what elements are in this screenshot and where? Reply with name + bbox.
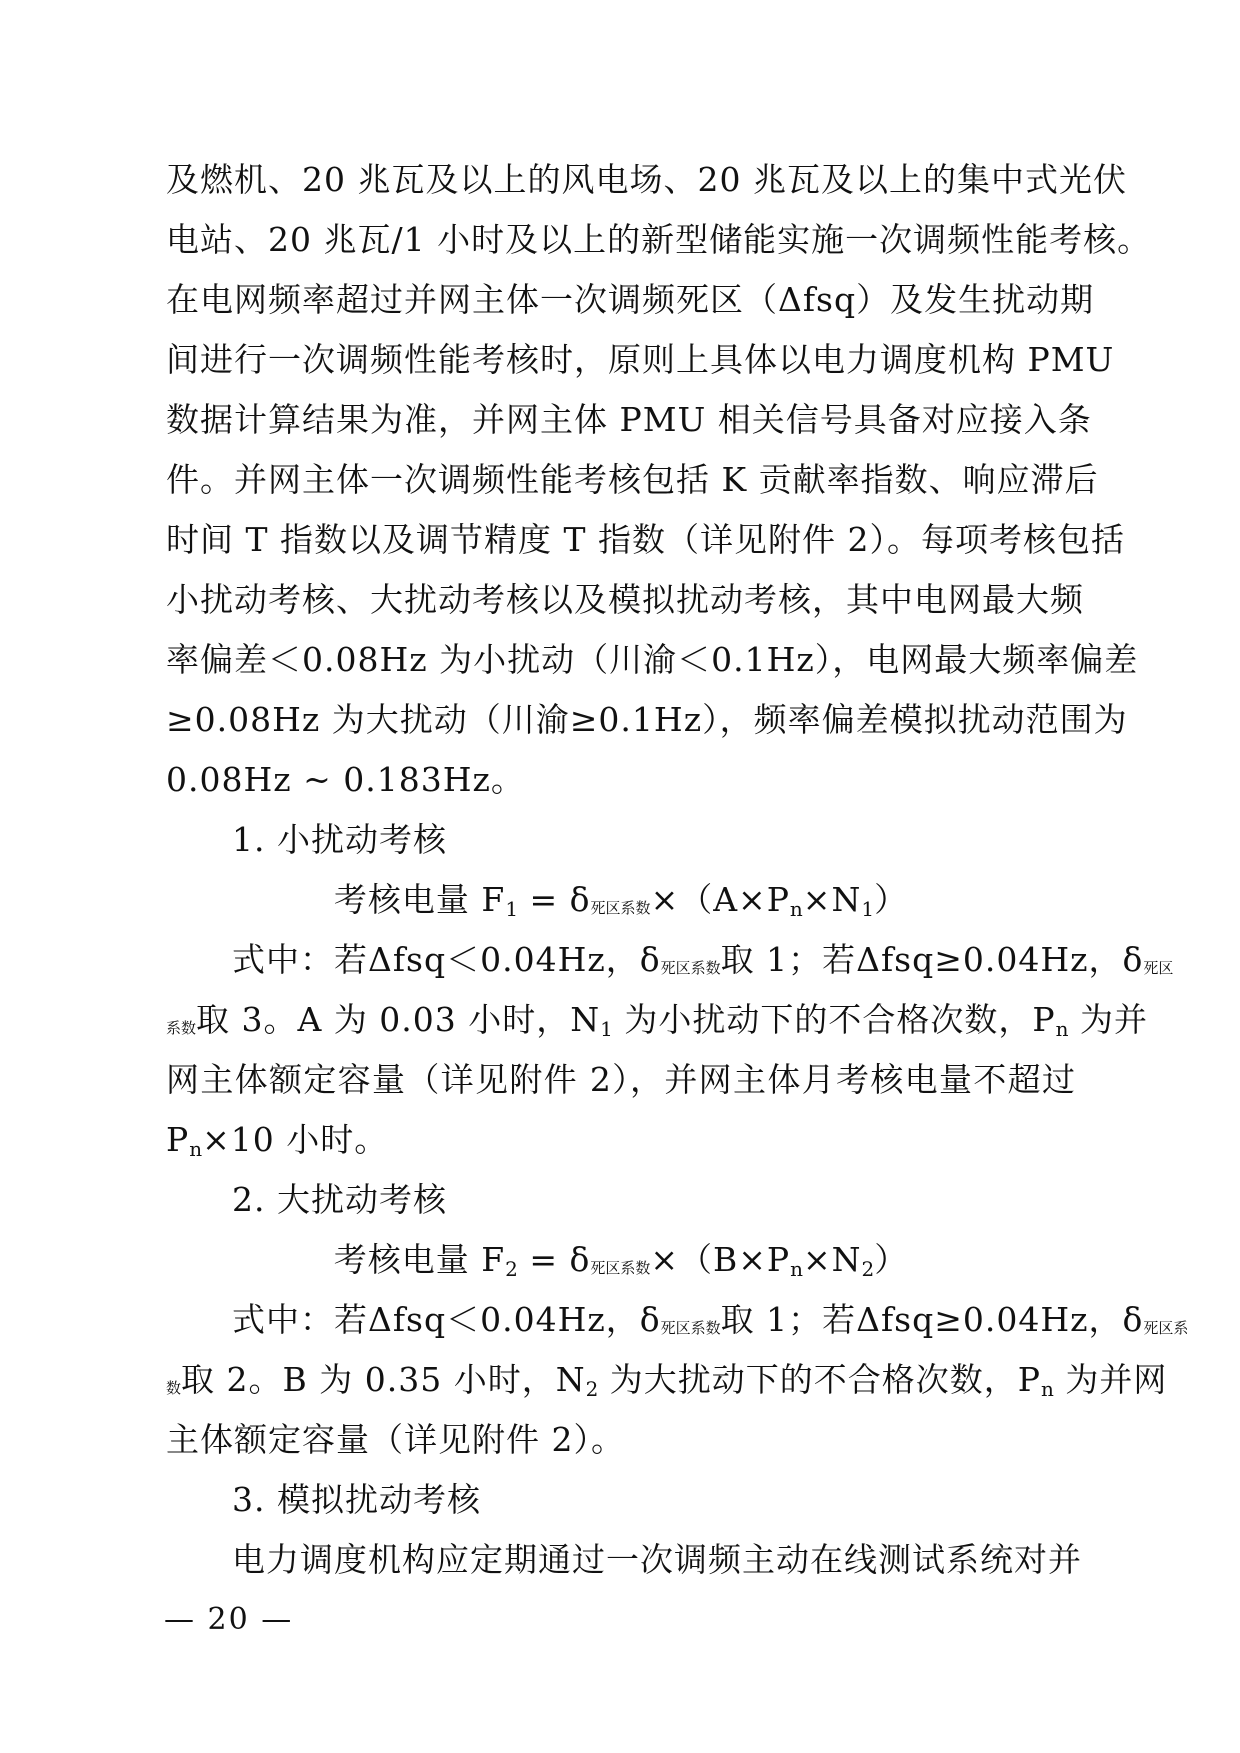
formula-text: 考核电量 F <box>333 1240 506 1279</box>
explanation-subscript: 死区系数 <box>660 959 721 977</box>
formula-text: 考核电量 F <box>333 880 506 919</box>
body-text-line: 电站、20 兆瓦/1 小时及以上的新型储能实施一次调频性能考核。 <box>166 220 1152 259</box>
formula-text: ×（B×P <box>650 1240 791 1279</box>
formula-text: ×（A×P <box>650 880 790 919</box>
explanation-text: 为并 <box>1068 1000 1148 1039</box>
formula-explanation-line <box>166 1110 1076 1170</box>
formula-text: ） <box>874 880 909 919</box>
formula-text: = δ <box>518 880 591 919</box>
explanation-subscript: 死区 <box>1143 959 1174 977</box>
explanation-subscript: n <box>1041 1377 1054 1401</box>
formula-explanation-line: 主体额定容量（详见附件 2）。 <box>166 1420 625 1459</box>
explanation-text: 式中：若Δfsq＜0.04Hz，δ <box>232 1300 661 1339</box>
explanation-text: 取 1；若Δfsq≥0.04Hz，δ <box>720 940 1144 979</box>
body-text-line: 时间 T 指数以及调节精度 T 指数（详见附件 2）。每项考核包括 <box>166 520 1125 559</box>
formula-f1 <box>166 870 1076 930</box>
formula-subscript: 死区系数 <box>590 1259 651 1277</box>
formula-text: ×N <box>803 1240 862 1279</box>
formula-explanation-line: 网主体额定容量（详见附件 2），并网主体月考核电量不超过 <box>166 1060 1076 1099</box>
formula-subscript: 1 <box>505 897 519 921</box>
explanation-text: 为并网 <box>1053 1360 1168 1399</box>
explanation-text: 取 1；若Δfsq≥0.04Hz，δ <box>720 1300 1144 1339</box>
formula-explanation-line <box>232 930 1174 990</box>
body-text-line: 间进行一次调频性能考核时，原则上具体以电力调度机构 PMU <box>166 340 1115 379</box>
body-text-line: 及燃机、20 兆瓦及以上的风电场、20 兆瓦及以上的集中式光伏 <box>166 160 1127 199</box>
section-heading-large-disturbance: 2. 大扰动考核 <box>232 1180 447 1219</box>
explanation-subscript: 1 <box>600 1017 613 1041</box>
formula-explanation-line <box>166 1350 1168 1410</box>
explanation-subscript: 系数 <box>166 1019 197 1037</box>
formula-subscript: 2 <box>505 1257 518 1281</box>
explanation-subscript: 2 <box>585 1377 599 1401</box>
formula-explanation-line <box>166 990 1148 1050</box>
explanation-subscript: n <box>1055 1017 1069 1041</box>
body-text-line: ≥0.08Hz 为大扰动（川渝≥0.1Hz），频率偏差模拟扰动范围为 <box>166 700 1128 739</box>
body-text-line: 0.08Hz ~ 0.183Hz。 <box>166 760 525 799</box>
explanation-text: 取 3。A 为 0.03 小时，N <box>196 1000 601 1039</box>
page-number: — 20 — <box>164 1602 294 1637</box>
explanation-text: P <box>166 1120 190 1159</box>
body-text-line: 数据计算结果为准，并网主体 PMU 相关信号具备对应接入条 <box>166 400 1092 439</box>
body-text-line: 率偏差＜0.08Hz 为小扰动（川渝＜0.1Hz），电网最大频率偏差 <box>166 640 1139 679</box>
formula-subscript: n <box>789 897 803 921</box>
explanation-text: 为大扰动下的不合格次数，P <box>598 1360 1042 1399</box>
formula-subscript: 死区系数 <box>590 899 651 917</box>
explanation-text: ×10 小时。 <box>202 1120 389 1159</box>
formula-subscript: 2 <box>861 1257 875 1281</box>
body-text-line: 件。并网主体一次调频性能考核包括 K 贡献率指数、响应滞后 <box>166 460 1099 499</box>
explanation-subscript: n <box>189 1137 203 1161</box>
explanation-text: 取 2。B 为 0.35 小时，N <box>181 1360 586 1399</box>
formula-subscript: n <box>790 1257 804 1281</box>
body-text-line: 在电网频率超过并网主体一次调频死区（Δfsq）及发生扰动期 <box>166 280 1095 319</box>
body-text-line: 电力调度机构应定期通过一次调频主动在线测试系统对并 <box>232 1540 1082 1579</box>
formula-text: ×N <box>802 880 862 919</box>
explanation-subscript: 数 <box>166 1379 182 1397</box>
formula-subscript: 1 <box>861 897 875 921</box>
body-text-line: 小扰动考核、大扰动考核以及模拟扰动考核，其中电网最大频 <box>166 580 1084 619</box>
explanation-subscript: 死区系 <box>1143 1319 1189 1337</box>
section-heading-simulated-disturbance: 3. 模拟扰动考核 <box>232 1480 481 1519</box>
formula-text: = δ <box>517 1240 591 1279</box>
explanation-subscript: 死区系数 <box>660 1319 721 1337</box>
section-heading-small-disturbance: 1. 小扰动考核 <box>232 820 447 859</box>
explanation-text: 为小扰动下的不合格次数，P <box>612 1000 1056 1039</box>
explanation-text: 式中：若Δfsq＜0.04Hz，δ <box>232 940 661 979</box>
formula-explanation-line <box>232 1290 1189 1350</box>
formula-text: ） <box>874 1240 909 1279</box>
formula-f2 <box>166 1230 1076 1290</box>
